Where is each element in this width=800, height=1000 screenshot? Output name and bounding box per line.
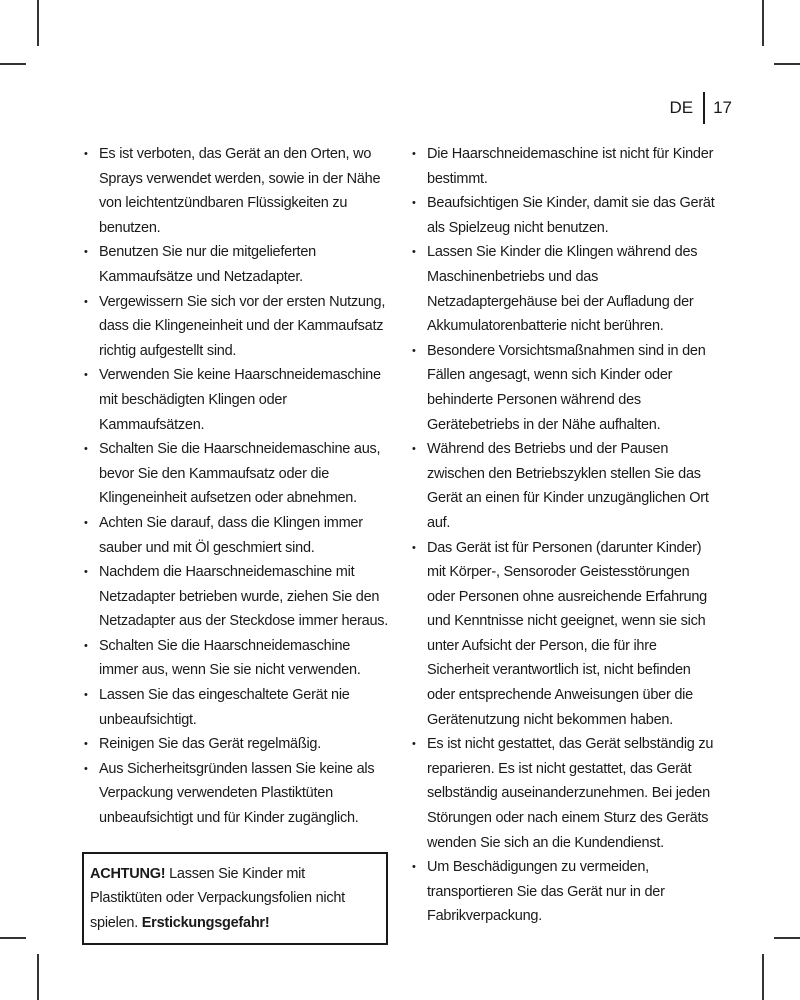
right-column <box>412 142 718 929</box>
right-bullet-list <box>412 142 718 929</box>
list-item: • Schalten Sie die Haarschneidemaschine aus, bevor Sie den Kammaufsatz oder die Klingeneinheit aufsetzen oder abnehmen. <box>84 437 390 511</box>
bullet-icon: • <box>412 148 416 160</box>
bullet-icon: • <box>84 762 88 775</box>
list-item: • Die Haarschneidemaschine ist nicht für Kinder bestimmt. <box>412 142 718 191</box>
crop-mark-top-right-horizontal <box>774 63 800 65</box>
list-item: • Um Beschädigungen zu vermeiden, transportieren Sie das Gerät nur in der Fabrikverpackung. <box>412 855 718 929</box>
bullet-icon: • <box>412 861 416 874</box>
list-item: • Es ist nicht gestattet, das Gerät selbständig zu reparieren. Es ist nicht gestattet, das Gerät selbständig auseinanderzunehmen. Bei jeden Störungen oder nach einem Sturz des Geräts wenden Sie sich an die Kundendienst. <box>412 732 718 855</box>
bullet-icon: • <box>84 566 88 579</box>
list-item: • Während des Betriebs und der Pausen zwischen den Betriebszyklen stellen Sie das Gerät an einen für Kinder unzugänglichen Ort auf. <box>412 437 718 535</box>
warning-box <box>82 852 388 946</box>
bullet-icon: • <box>84 148 88 160</box>
bullet-icon: • <box>84 443 88 456</box>
bullet-icon: • <box>84 369 88 382</box>
crop-mark-top-left-horizontal <box>0 63 26 65</box>
warning-emphasis: Erstickungsgefahr! <box>141 914 270 931</box>
bullet-icon: • <box>412 197 416 210</box>
list-item: • Lassen Sie Kinder die Klingen während des Maschinenbetriebs und das Netzadaptergehäuse bei der Aufladung der Akkumulatorenbatterie nicht berühren. <box>412 240 718 338</box>
list-item: • Benutzen Sie nur die mitgelieferten Kammaufsätze und Netzadapter. <box>84 240 390 289</box>
bullet-icon: • <box>412 541 416 554</box>
crop-mark-bottom-right-horizontal <box>774 937 800 939</box>
left-bullet-list <box>84 142 390 831</box>
bullet-icon: • <box>84 246 88 259</box>
bullet-icon: • <box>84 639 88 652</box>
bullet-icon: • <box>412 344 416 357</box>
crop-mark-top-right-vertical <box>762 0 764 46</box>
bullet-icon: • <box>84 516 88 529</box>
list-item: • Es ist verboten, das Gerät an den Orten, wo Sprays verwendet werden, sowie in der Nähe von leichtentzündbaren Flüssigkeiten zu benutzen. <box>84 142 390 240</box>
list-item: • Reinigen Sie das Gerät regelmäßig. <box>84 732 390 757</box>
crop-mark-top-left-vertical <box>37 0 39 46</box>
bullet-icon: • <box>412 443 416 456</box>
list-item: • Beaufsichtigen Sie Kinder, damit sie das Gerät als Spielzeug nicht benutzen. <box>412 191 718 240</box>
list-item: • Verwenden Sie keine Haarschneidemaschine mit beschädigten Klingen oder Kammaufsätzen. <box>84 363 390 437</box>
page-number: 17 <box>713 98 732 117</box>
list-item: • Lassen Sie das eingeschaltete Gerät nie unbeaufsichtigt. <box>84 683 390 732</box>
page-header <box>669 92 732 124</box>
list-item: • Besondere Vorsichtsmaßnahmen sind in den Fällen angesagt, wenn sich Kinder oder behinderte Personen während des Gerätebetriebs in der Nähe aufhalten. <box>412 339 718 437</box>
list-item: • Achten Sie darauf, dass die Klingen immer sauber und mit Öl geschmiert sind. <box>84 511 390 560</box>
list-item: • Nachdem die Haarschneidemaschine mit Netzadapter betrieben wurde, ziehen Sie den Netzadapter aus der Steckdose immer heraus. <box>84 560 390 634</box>
language-code: DE <box>669 98 694 117</box>
list-item: • Schalten Sie die Haarschneidemaschine immer aus, wenn Sie sie nicht verwenden. <box>84 634 390 683</box>
bullet-icon: • <box>84 295 88 308</box>
warning-text: Lassen Sie Kinder mit Plastiktüten oder Verpackungsfolien nicht spielen. <box>90 865 345 931</box>
list-item: • Das Gerät ist für Personen (darunter Kinder) mit Körper-, Sensoroder Geistesstörungen oder Personen ohne ausreichende Erfahrung und Kenntnisse nicht geeignet, wenn sie sich unter Aufsicht der Person, die für ihre Sicherheit verantwortlich ist, nicht befinden oder entsprechende Anweisungen über die Gerätenutzung nicht bekommen haben. <box>412 536 718 733</box>
bullet-icon: • <box>412 246 416 259</box>
left-column <box>84 142 390 945</box>
warning-label: ACHTUNG! <box>90 865 166 882</box>
list-item: • Aus Sicherheitsgründen lassen Sie keine als Verpackung verwendeten Plastiktüten unbeaufsichtigt und für Kinder zugänglich. <box>84 757 390 831</box>
crop-mark-bottom-left-horizontal <box>0 937 26 939</box>
bullet-icon: • <box>84 738 88 751</box>
bullet-icon: • <box>84 689 88 702</box>
crop-mark-bottom-left-vertical <box>37 954 39 1000</box>
list-item: • Vergewissern Sie sich vor der ersten Nutzung, dass die Klingeneinheit und der Kammaufsatz richtig aufgestellt sind. <box>84 290 390 364</box>
bullet-icon: • <box>412 738 416 751</box>
crop-mark-bottom-right-vertical <box>762 954 764 1000</box>
